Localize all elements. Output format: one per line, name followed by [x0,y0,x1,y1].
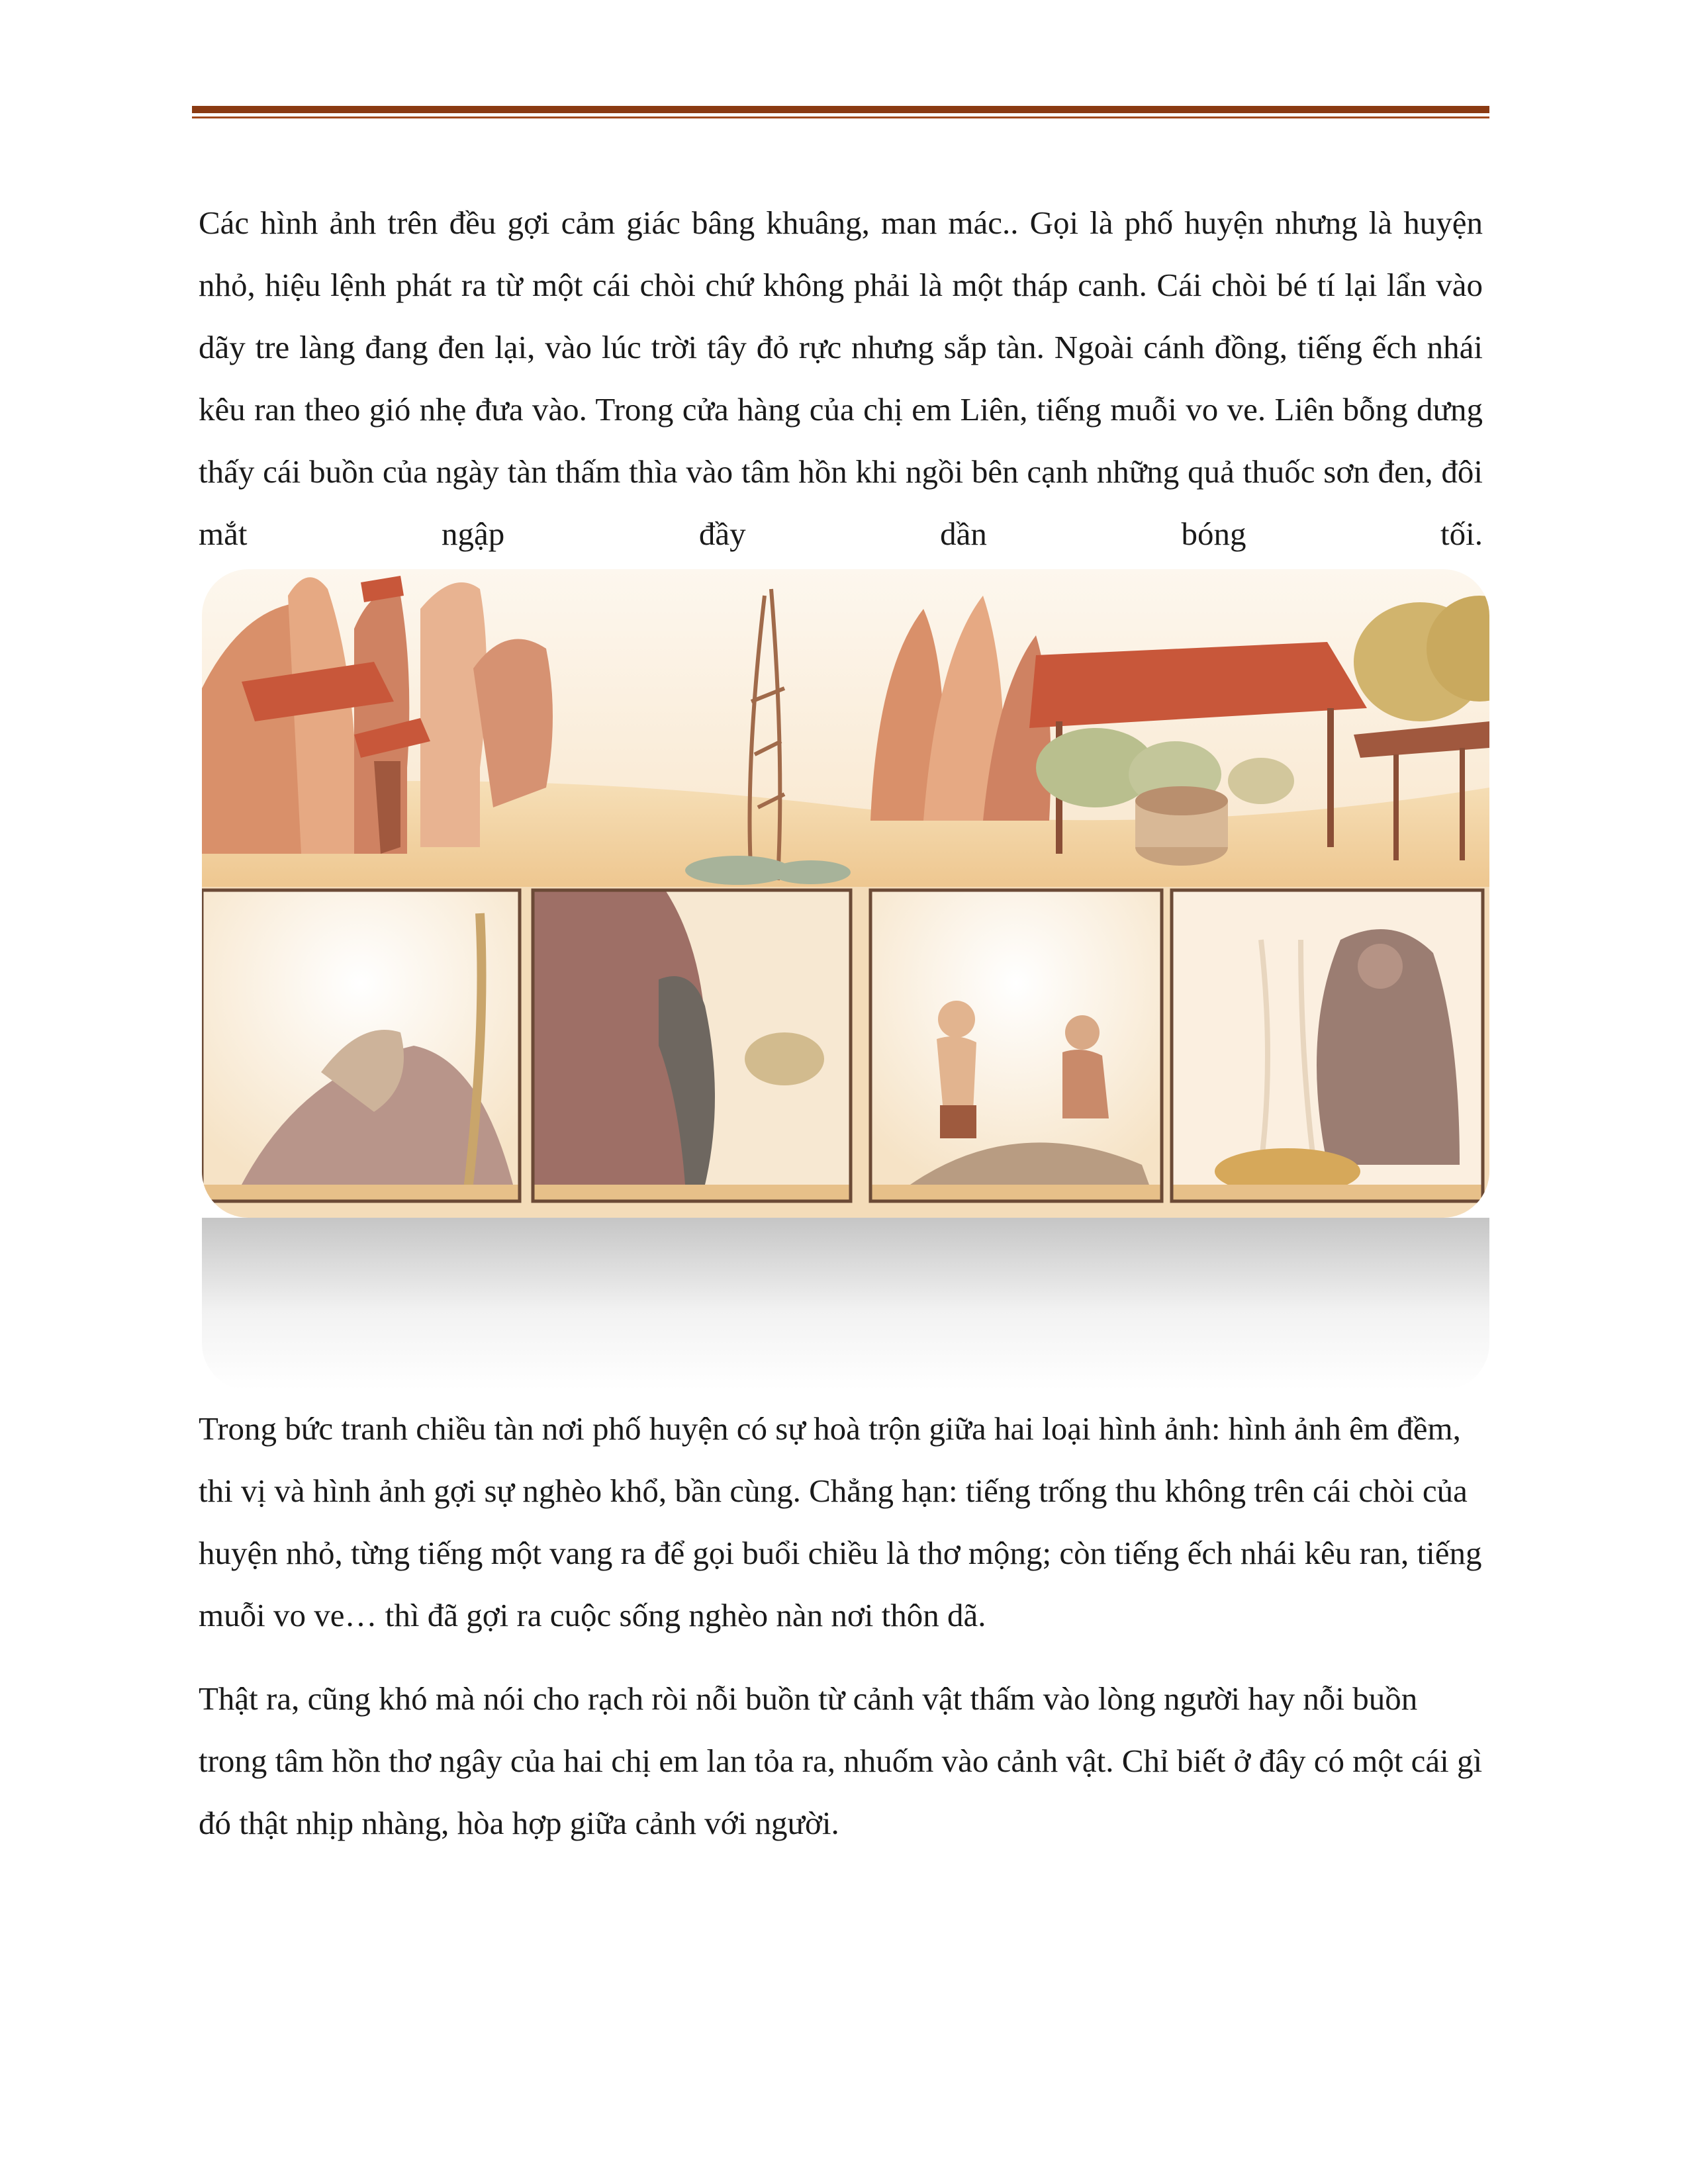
panel-4 [1172,890,1483,1201]
paragraph-2: Trong bức tranh chiều tàn nơi phố huyện có sự hoà trộn giữa hai loại hình ảnh: hình ảnh êm đềm, thi vị và hình ảnh gợi sự nghèo khổ, bần cùng. Chẳng hạn: tiếng trống thu không trên cái chòi của huyện nhỏ, từng tiếng một vang ra để gọi buổi chiều là thơ mộng; còn tiếng ếch nhái kêu ran, tiếng muỗi vo ve… thì đã gợi ra cuộc sống nghèo nàn nơi thôn dã. [199,1410,1482,1633]
panel-1 [202,890,520,1201]
illustration-reflection [202,1218,1489,1390]
paragraph-1: Các hình ảnh trên đều gợi cảm giác bâng khuâng, man mác.. Gọi là phố huyện nhưng là huyện nhỏ, hiệu lệnh phát ra từ một cái chòi chứ không phải là một tháp canh. Cái chòi bé tí lại lẩn vào dãy tre làng đang đen lại, vào lúc trời tây đỏ rực nhưng sắp tàn. Ngoài cánh đồng, tiếng ếch nhái kêu ran theo gió nhẹ đưa vào. Trong cửa hàng của chị em Liên, tiếng muỗi vo ve. Liên bỗng dưng thấy cái buồn của ngày tàn thấm thìa vào tâm hồn khi ngồi bên cạnh những quả thuốc sơn đen, đôi mắt ngập đầy dần bóng tối. [199,205,1483,552]
header-rule-thin [192,116,1489,118]
paragraph-3: Thật ra, cũng khó mà nói cho rạch ròi nỗi buồn từ cảnh vật thấm vào lòng người hay nỗi buồn trong tâm hồn thơ ngây của hai chị em lan tỏa ra, nhuốm vào cảnh vật. Chỉ biết ở đây có một cái gì đó thật nhịp nhàng, hòa hợp giữa cảnh với người. [199,1680,1483,1841]
illustration [202,569,1489,1218]
illustration-art [202,569,1489,1218]
header-rule-thick [192,106,1489,113]
panel-3 [870,890,1162,1201]
panel-2 [533,890,851,1201]
